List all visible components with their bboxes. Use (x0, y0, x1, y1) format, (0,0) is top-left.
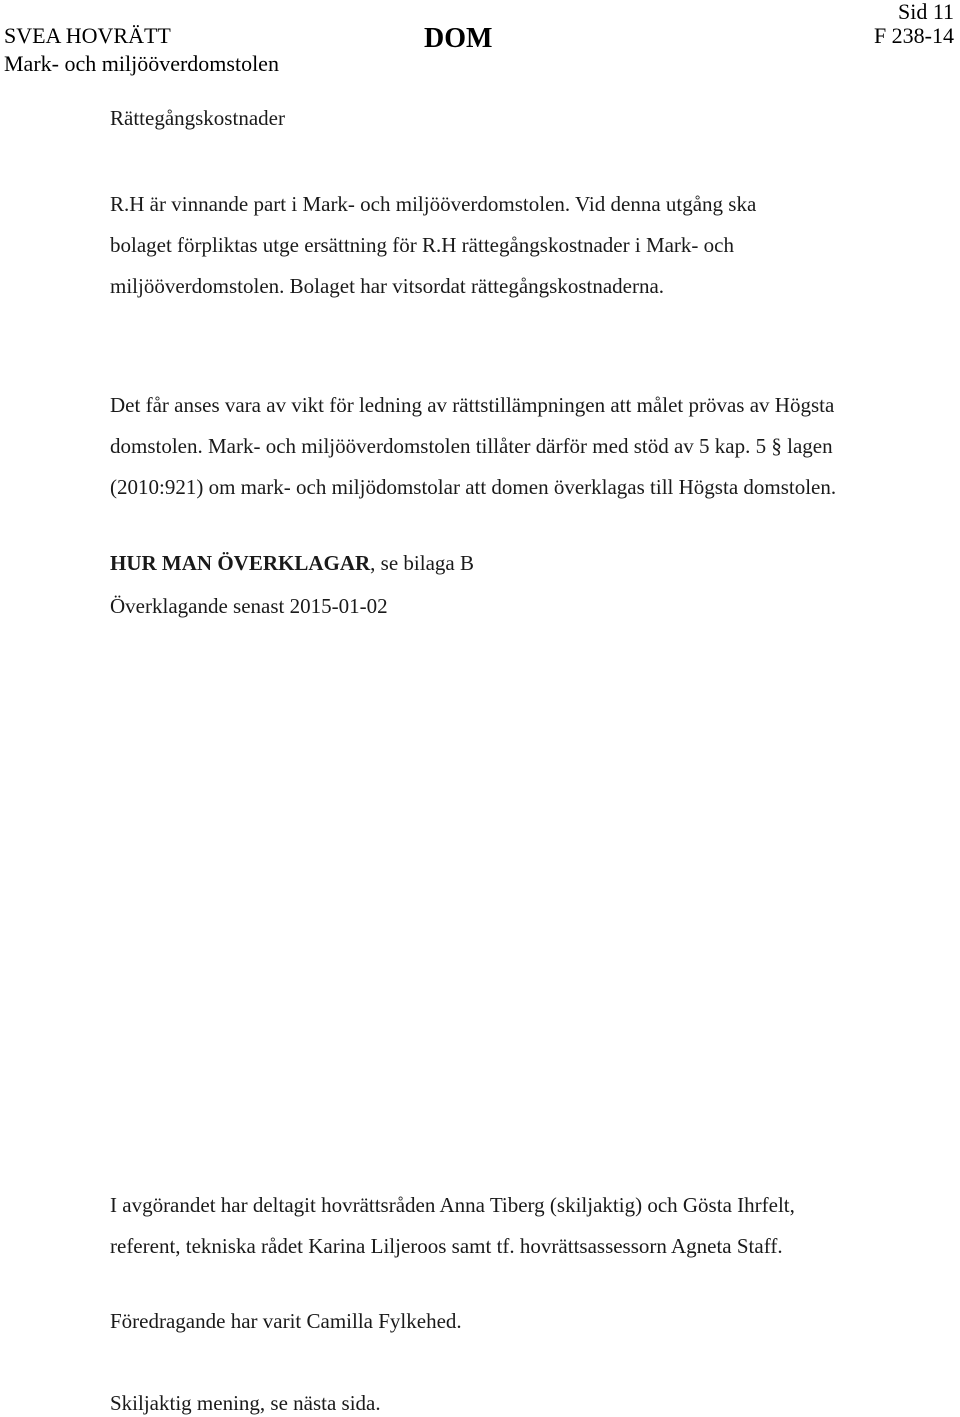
participants-paragraph (110, 1185, 930, 1267)
page-number: Sid 11 (897, 0, 954, 24)
case-number: F 238-14 (873, 23, 954, 48)
leave-to-appeal-paragraph (110, 385, 930, 508)
leave-paragraph-line: (2010:921) om mark- och miljödomstolar att domen överklagas till Högsta domstolen. (110, 475, 837, 499)
appeal-reference: , se bilaga B (370, 551, 474, 575)
rapporteur-note: Föredragande har varit Camilla Fylkehed. (110, 1309, 462, 1333)
costs-paragraph (110, 184, 910, 307)
appeal-instructions (110, 549, 474, 577)
dissent-note: Skiljaktig mening, se nästa sida. (110, 1391, 381, 1415)
document-type: DOM (424, 23, 493, 54)
participants-line: referent, tekniska rådet Karina Liljeroos samt tf. hovrättsassessorn Agneta Staff. (110, 1234, 783, 1258)
court-department: Mark- och miljööverdomstolen (4, 51, 279, 76)
court-name: SVEA HOVRÄTT (4, 23, 171, 48)
costs-heading: Rättegångskostnader (110, 106, 285, 130)
participants-line: I avgörandet har deltagit hovrättsråden Anna Tiberg (skiljaktig) och Gösta Ihrfelt, (110, 1193, 795, 1217)
leave-paragraph-line: Det får anses vara av vikt för ledning av rättstillämpningen att målet prövas av Högsta (110, 393, 835, 417)
costs-paragraph-line: miljööverdomstolen. Bolaget har vitsordat rättegångskostnaderna. (110, 274, 665, 298)
appeal-deadline: Överklagande senast 2015-01-02 (110, 594, 388, 618)
costs-paragraph-line: bolaget förpliktas utge ersättning för R.H rättegångskostnader i Mark- och (110, 233, 734, 257)
leave-paragraph-line: domstolen. Mark- och miljööverdomstolen tillåter därför med stöd av 5 kap. 5 § lagen (110, 434, 833, 458)
costs-paragraph-line: R.H är vinnande part i Mark- och miljööverdomstolen. Vid denna utgång ska (110, 192, 757, 216)
appeal-heading: HUR MAN ÖVERKLAGAR (110, 551, 371, 575)
